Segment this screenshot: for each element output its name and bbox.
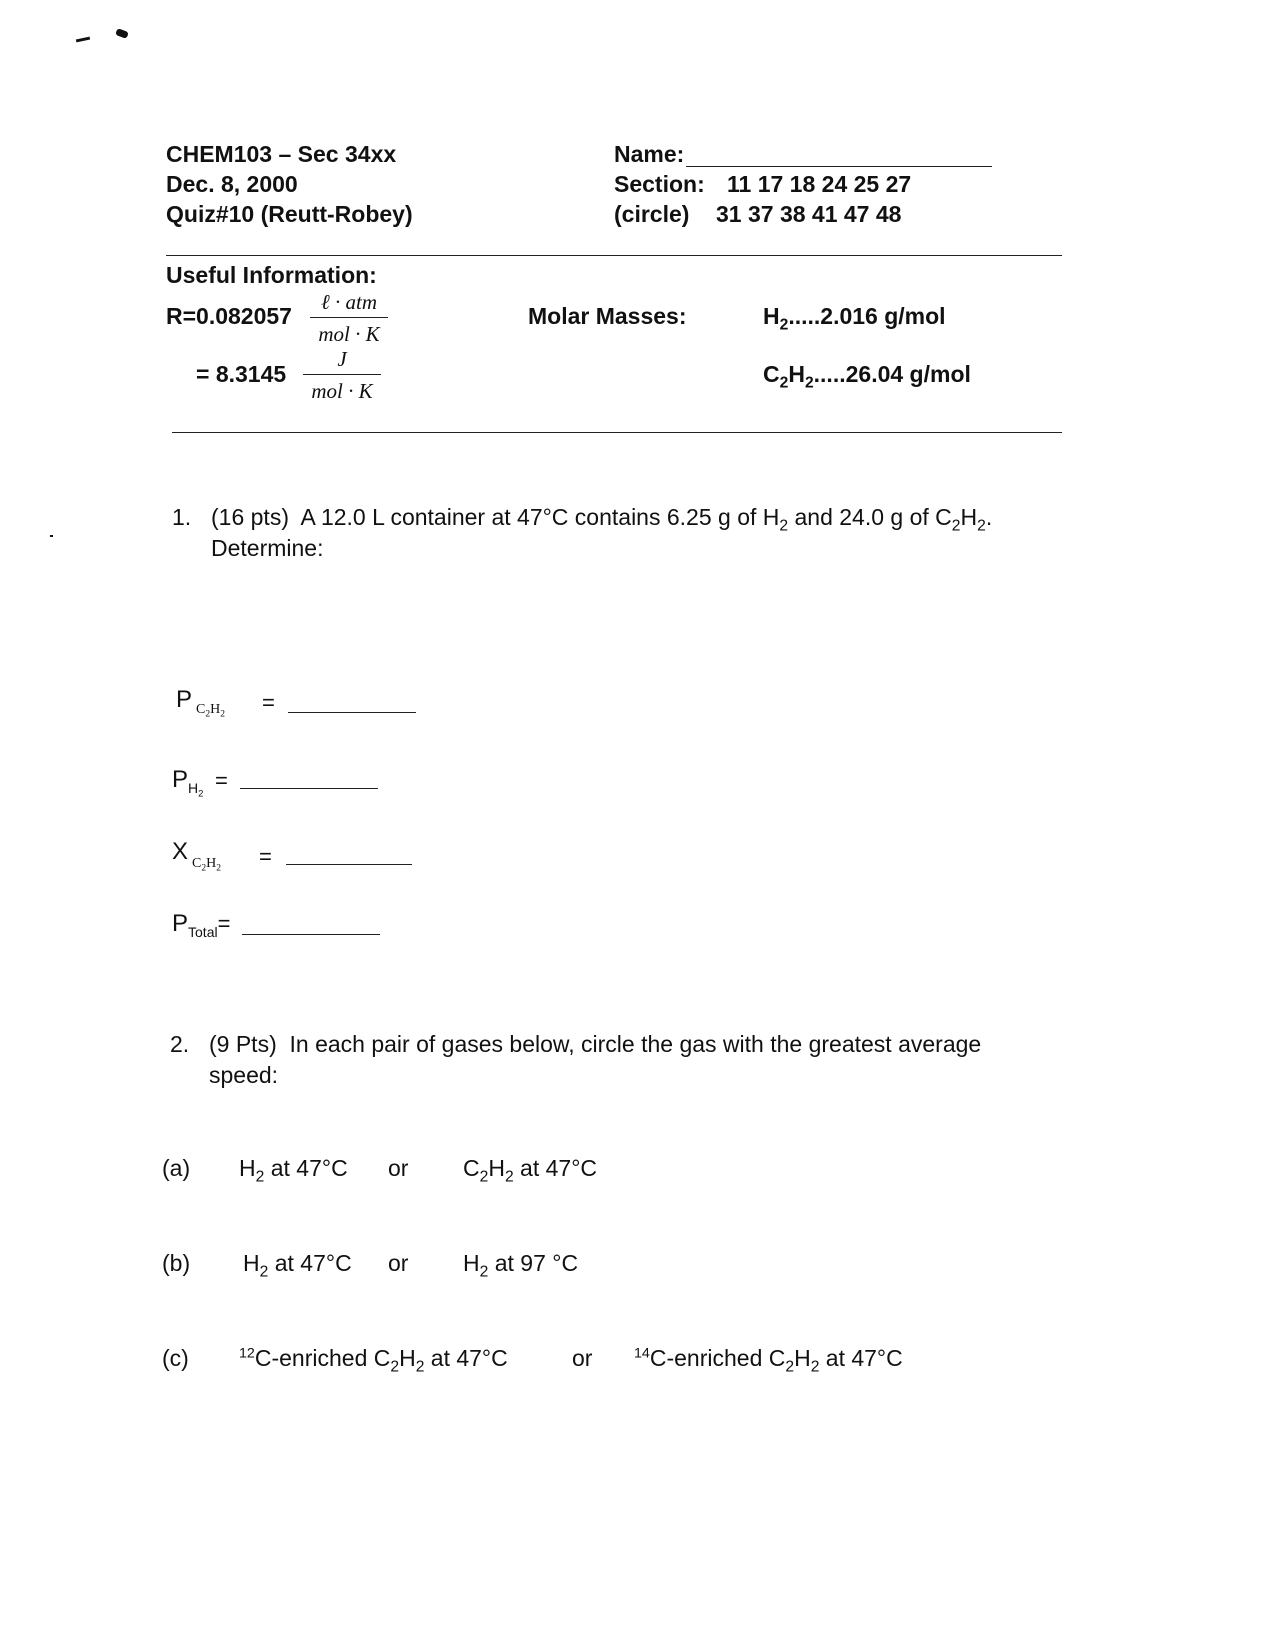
answer-label: X [172,838,189,865]
section-label: Section: [614,171,705,197]
q1-points: (16 pts) [211,504,289,530]
answer-label: P [172,766,189,793]
scan-mark [50,535,53,537]
q2-text-part: In each pair of gases below, circle the gas with the greatest average [289,1031,982,1057]
q2b-option-left[interactable]: $H_2$ at 47°C [243,1250,352,1281]
molar-mass-c2h2-value: 26.04 g/mol [845,361,971,387]
q1-text-line2: Determine: [211,535,324,561]
molar-masses-label: Molar Masses: [528,303,687,329]
answer-p-c2h2-equals: = [262,690,275,715]
answer-p-c2h2-field[interactable] [288,712,416,713]
q2-text-line2: speed: [209,1062,279,1088]
units-denominator: mol · K [318,322,380,346]
molar-mass-c2h2: $C_2H_2.....26.04$ g/mol [763,361,971,392]
units-denominator: mol · K [311,379,373,403]
option-text: at 97 °C [488,1250,579,1276]
gas-constant-1: R=0.082057 [166,303,292,329]
molar-mass-h2-value: 2.016 g/mol [820,303,946,329]
answer-p-h2: $PH_2$ [172,766,204,800]
option-text: at 47°C [264,1155,348,1181]
answer-p-total [172,910,230,938]
q2a-label: (a) [162,1155,191,1181]
total-subscript: Total [188,924,218,940]
q2-number: 2. [170,1031,190,1057]
q2b-option-right[interactable]: $H_2$ at 97 °C [463,1250,579,1281]
option-text: C-enriched C [254,1345,391,1371]
divider-top [166,255,1062,256]
q2-text [209,1031,981,1058]
q2a-option-left[interactable]: $H_2$ at 47°C [239,1155,348,1186]
section-options-row2[interactable]: 31 37 38 41 47 48 [716,201,902,227]
q2a-option-right[interactable]: $C_2H_2$ at 47°C [463,1155,598,1186]
answer-p-h2-equals: = [215,768,228,793]
name-label: Name: [614,141,685,167]
scan-mark [115,28,129,39]
gas-constant-1-units [310,290,388,347]
divider-bottom [172,432,1062,433]
quiz-date: Dec. 8, 2000 [166,171,298,197]
answer-x-c2h2-equals: = [259,844,272,869]
answer-p-c2h2: P $C_2H_2$ [176,686,226,720]
section-options-row1[interactable]: 11 17 18 24 25 27 [727,171,912,197]
answer-p-total-equals: = [217,911,231,936]
q2c-or: or [572,1345,593,1371]
q1-text-part: . [985,504,993,530]
name-field[interactable] [686,166,992,167]
q1-number: 1. [172,504,192,530]
q2b-or: or [388,1250,409,1276]
answer-label: P [176,686,193,713]
q2a-or: or [388,1155,409,1181]
units-numerator: ℓ · atm [310,290,388,318]
answer-label: P [172,910,189,937]
answer-x-c2h2-field[interactable] [286,864,412,865]
option-text: at 47°C [513,1155,598,1181]
isotope-number: 12 [239,1345,255,1362]
circle-label: (circle) [614,201,690,227]
q2b-label: (b) [162,1250,191,1276]
answer-x-c2h2: X $C_2H_2$ [172,838,222,874]
q1-text-part: H [960,504,978,530]
course-title: CHEM103 – Sec 34xx [166,141,397,167]
q1-text-part: A 12.0 L container at 47°C contains 6.25 g of H [300,504,780,530]
option-text: at 47°C [268,1250,352,1276]
quiz-title: Quiz#10 (Reutt-Robey) [166,201,413,227]
q2c-label: (c) [162,1345,189,1371]
useful-info-heading: Useful Information: [166,262,377,288]
answer-p-h2-field[interactable] [240,788,378,789]
q2-points: (9 Pts) [209,1031,277,1057]
units-numerator: J [303,347,381,375]
option-text: at 47°C [424,1345,508,1371]
gas-constant-2-units [303,347,381,404]
answer-p-total-field[interactable] [242,934,380,935]
option-text: at 47°C [819,1345,903,1371]
gas-constant-2: = 8.3145 [196,361,287,387]
q1-text: (16 pts) A 12.0 L container at 47°C contains 6.25 g of $H_2$ and 24.0 g of $C_2H_2$. [211,504,993,535]
q1-text-part: and 24.0 g of C [788,504,952,530]
isotope-number: 14 [634,1345,650,1362]
q2c-option-right[interactable]: $^{14}$C-enriched $C_2H_2$ at 47°C [634,1345,903,1376]
q2c-option-left[interactable]: $^{12}$C-enriched $C_2H_2$ at 47°C [239,1345,508,1376]
scan-mark [76,37,90,43]
option-text: C-enriched C [649,1345,786,1371]
molar-mass-h2: $H_2.....2.016$ g/mol [763,303,946,334]
